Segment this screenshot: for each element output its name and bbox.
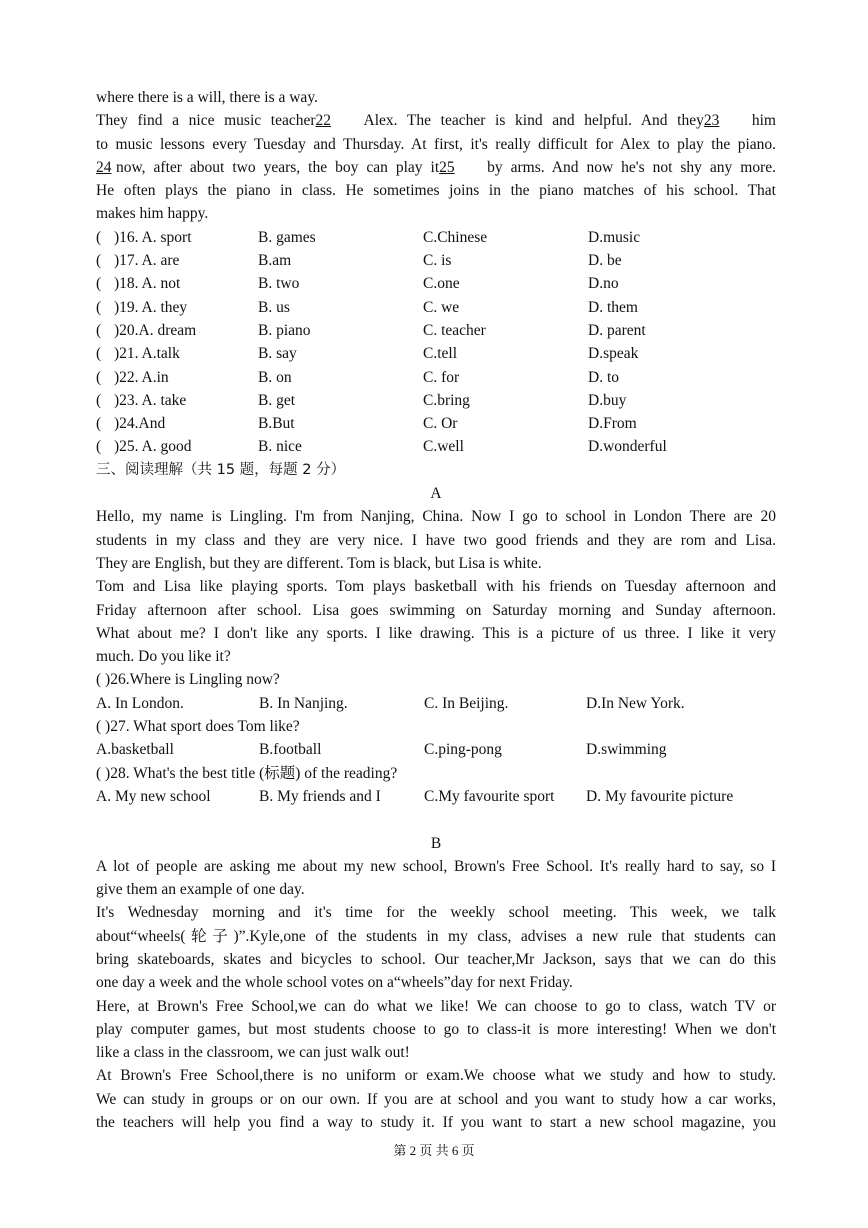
option-b: B. games (258, 228, 316, 246)
question-28: ( )28. What's the best title (标题) of the reading? (96, 764, 398, 782)
answer-paren[interactable]: ( (96, 345, 102, 363)
passage-line: We can study in groups or on our own. If you are at school and you want to study how a car works, (96, 1090, 776, 1108)
passage-line: They are English, but they are different. Tom is black, but Lisa is white. (96, 554, 542, 572)
text-run: now, after about two years, the boy can play it (116, 158, 440, 176)
passage-line: Tom and Lisa like playing sports. Tom plays basketball with his friends on Tuesday afternoon and (96, 578, 776, 596)
option-list (96, 226, 776, 459)
option-b: B. get (258, 391, 296, 409)
answer-option: B. My friends and I (259, 787, 381, 805)
option-d: D. to (588, 368, 619, 386)
passage-line: Here, at Brown's Free School,we can do what we like! We can choose to go to class, watch TV or (96, 997, 776, 1015)
option-b: B. say (258, 345, 297, 363)
answer-option: D.swimming (586, 741, 667, 759)
text-run: They find a nice music teacher (96, 112, 316, 130)
answer-paren[interactable]: ( (96, 275, 102, 293)
passage-line: play computer games, but most students choose to go to class-it is more interesting! When we don't (96, 1020, 776, 1038)
option-a: )18. A. not (114, 275, 181, 293)
option-a: )17. A. are (114, 252, 180, 270)
answer-option: A. My new school (96, 787, 211, 805)
option-row-21 (96, 342, 776, 365)
option-row-24 (96, 412, 776, 435)
option-row-16 (96, 226, 776, 249)
option-b: B. two (258, 275, 300, 293)
passage-label-b: B (430, 834, 442, 852)
passage-line: to music lessons every Tuesday and Thursday. At first, it's really difficult for Alex to play the piano. (96, 135, 776, 153)
passage-line (96, 156, 776, 179)
option-a: )24.And (114, 415, 166, 433)
answer-option: A. In London. (96, 694, 184, 712)
answer-option: B. In Nanjing. (259, 694, 348, 712)
option-a: )23. A. take (114, 391, 187, 409)
option-b: B.am (258, 252, 292, 270)
option-a: )22. A.in (114, 368, 169, 386)
passage-line: like a class in the classroom, we can just walk out! (96, 1044, 410, 1062)
option-b: B. nice (258, 438, 302, 456)
passage-line: Friday afternoon after school. Lisa goes swimming on Saturday morning and Sunday afternoon. (96, 601, 776, 619)
option-row-18 (96, 272, 776, 295)
page-footer: 第 2 页 共 6 页 (393, 1143, 475, 1158)
spacer (96, 808, 776, 831)
option-row-20 (96, 319, 776, 342)
passage-line: It's Wednesday morning and it's time for the weekly school meeting. This week, we talk (96, 904, 776, 922)
answer-paren[interactable]: ( (96, 228, 102, 246)
passage-line: students in my class and they are very nice. I have two good friends and they are rom and Lisa. (96, 531, 776, 549)
passage-line: give them an example of one day. (96, 881, 305, 899)
answer-option: C. In Beijing. (424, 694, 509, 712)
passage-line: Hello, my name is Lingling. I'm from Nanjing, China. Now I go to school in London There are 20 (96, 508, 776, 526)
passage-line: At Brown's Free School,there is no uniform or exam.We choose what we study and how to study. (96, 1067, 776, 1085)
answers-28 (96, 785, 776, 808)
answer-option: C.My favourite sport (424, 787, 555, 805)
option-d: D.speak (588, 345, 639, 363)
option-a: )21. A.talk (114, 345, 180, 363)
option-d: D. them (588, 298, 638, 316)
answer-option: A.basketball (96, 741, 174, 759)
answer-paren[interactable]: ( (96, 252, 102, 270)
passage-line: makes him happy. (96, 205, 209, 223)
blank-23: 23 (703, 112, 720, 130)
passage-line: A lot of people are asking me about my new school, Brown's Free School. It's really hard to say, so I (96, 857, 776, 875)
passage-line: He often plays the piano in class. He sometimes joins in the piano matches of his school. That (96, 182, 776, 200)
option-b: B. piano (258, 321, 311, 339)
passage-line: one day a week and the whole school votes on a“wheels”day for next Friday. (96, 974, 573, 992)
passage-line (96, 109, 776, 132)
option-d: D. be (588, 252, 622, 270)
option-b: B. on (258, 368, 292, 386)
option-d: D.buy (588, 391, 627, 409)
question-27: ( )27. What sport does Tom like? (96, 718, 300, 736)
option-a: )25. A. good (114, 438, 192, 456)
option-a: )19. A. they (114, 298, 188, 316)
answer-option: D. My favourite picture (586, 787, 734, 805)
option-c: C. for (423, 368, 460, 386)
passage-line: bring skateboards, skates and bicycles to school. Our teacher,Mr Jackson, says that we can do this (96, 950, 776, 968)
text-run: by arms. And now he's not shy any more. (487, 158, 776, 176)
option-c: C.one (423, 275, 460, 293)
option-row-19 (96, 296, 776, 319)
option-c: C. Or (423, 415, 458, 433)
answer-paren[interactable]: ( (96, 391, 102, 409)
passage-label-a: A (430, 485, 442, 503)
option-a: )20.A. dream (114, 321, 197, 339)
option-c: C. we (423, 298, 460, 316)
blank-24: 24 (96, 158, 112, 176)
option-c: C.tell (423, 345, 458, 363)
passage-line: where there is a will, there is a way. (96, 89, 318, 106)
passage-line: What about me? I don't like any sports. I like drawing. This is a picture of us three. I like it very (96, 624, 776, 642)
option-d: D.music (588, 228, 641, 246)
option-b: B.But (258, 415, 295, 433)
answer-option: D.In New York. (586, 694, 685, 712)
answer-paren[interactable]: ( (96, 368, 102, 386)
option-d: D.no (588, 275, 619, 293)
passage-line: the teachers will help you find a way to study it. If you want to start a new school magazine, you (96, 1114, 776, 1132)
passage-line: much. Do you like it? (96, 648, 231, 666)
section-heading: 三、阅读理解（共 15 题，每题 2 分） (96, 461, 346, 478)
passage-line: about“wheels(轮子)”.Kyle,one of the students in my class, advises a new rule that students can (96, 927, 776, 945)
option-d: D.wonderful (588, 438, 667, 456)
answer-paren[interactable]: ( (96, 415, 102, 433)
answer-paren[interactable]: ( (96, 321, 102, 339)
option-c: C. teacher (423, 321, 486, 339)
answer-paren[interactable]: ( (96, 298, 102, 316)
option-a: )16. A. sport (114, 228, 192, 246)
option-d: D. parent (588, 321, 646, 339)
option-c: C.well (423, 438, 464, 456)
option-c: C.Chinese (423, 228, 488, 246)
option-row-25 (96, 435, 776, 458)
answer-option: B.football (259, 741, 322, 759)
option-row-23 (96, 389, 776, 412)
option-b: B. us (258, 298, 290, 316)
answer-paren[interactable]: ( (96, 438, 102, 456)
blank-25: 25 (439, 158, 455, 176)
text-run: him (751, 112, 776, 130)
answers-27 (96, 738, 776, 761)
option-row-17 (96, 249, 776, 272)
option-c: C. is (423, 252, 452, 270)
page-content (96, 86, 776, 1134)
blank-22: 22 (315, 112, 332, 130)
option-c: C.bring (423, 391, 470, 409)
text-run: Alex. The teacher is kind and helpful. And they (363, 112, 704, 130)
question-26: ( )26.Where is Lingling now? (96, 671, 280, 689)
option-row-22 (96, 366, 776, 389)
answers-26 (96, 692, 776, 715)
answer-option: C.ping-pong (424, 741, 502, 759)
option-d: D.From (588, 415, 637, 433)
